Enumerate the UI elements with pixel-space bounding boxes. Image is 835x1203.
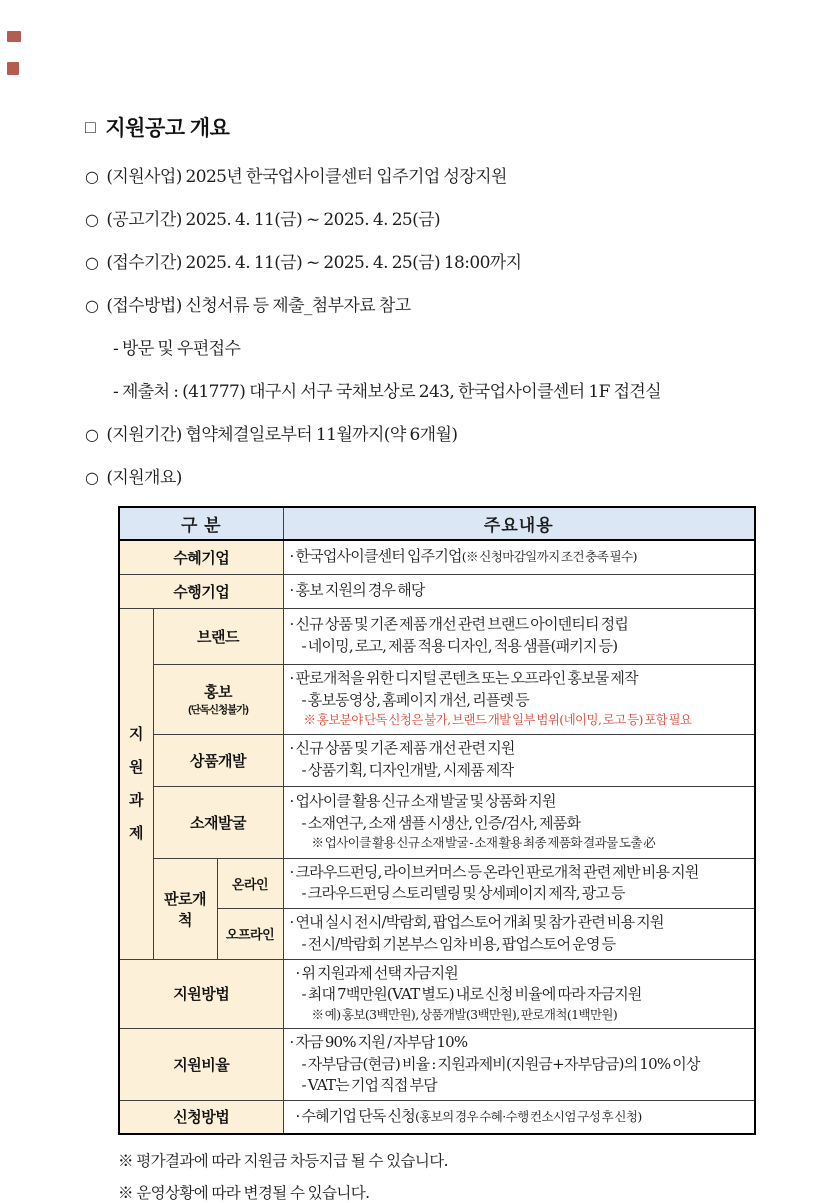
support-ratio-content: [283, 1028, 755, 1100]
product-dev-content: [283, 734, 755, 786]
market-offline-content: [283, 909, 755, 960]
row-brand: [119, 608, 755, 664]
support-overview-table: [118, 506, 756, 1135]
apply-method-content: [283, 1101, 755, 1134]
bullet-project: [85, 162, 795, 187]
square-bullet-icon: □: [85, 116, 96, 137]
row-executor: [119, 574, 755, 608]
promotion-content: [283, 664, 755, 734]
bullet-apply-period-text: (접수기간) 2025. 4. 11(금) ~ 2025. 4. 25(금) 18:00까지: [106, 253, 522, 273]
support-ratio-line3: - VAT는 기업 직접 부담: [301, 1076, 437, 1095]
bullet-apply-period: [85, 248, 795, 273]
table-header-row: [119, 507, 755, 540]
brand-content: [283, 608, 755, 664]
label-executor: 수행기업: [119, 574, 283, 608]
promotion-line1: · 판로개척을 위한 디지털 콘텐츠 또는 오프라인 홍보물 제작: [289, 668, 638, 687]
bullet-support-period-text: (지원기간) 협약체결일로부터 11월까지(약 6개월): [106, 425, 458, 445]
apply-method-line: · 수혜기업 단독 신청: [295, 1106, 415, 1125]
executor-content: [283, 574, 755, 608]
bullet-overview-text: (지원개요): [106, 468, 182, 488]
label-online: 온라인: [217, 858, 283, 909]
brand-line2: - 네이밍, 로고, 제품 적용 디자인, 적용 샘플(패키지 등): [301, 637, 618, 655]
label-apply-method: 신청방법: [119, 1101, 283, 1134]
row-product-dev: [119, 734, 755, 786]
market-online-content: [283, 858, 755, 909]
bullet-overview: [85, 463, 795, 488]
beneficiary-content: [283, 540, 755, 574]
support-ratio-line2: - 자부담금(현금) 비율 : 지원과제비(지원금+자부담금)의 10% 이상: [301, 1054, 700, 1073]
product-dev-line1: · 신규 상품 및 기존 제품 개선 관련 지원: [289, 739, 515, 758]
beneficiary-note: (※ 신청마감일까지 조건 충족 필수): [461, 549, 637, 565]
bullet-announce-period: [85, 205, 795, 230]
bullet-announce-period-text: (공고기간) 2025. 4. 11(금) ~ 2025. 4. 25(금): [106, 210, 441, 230]
bullet-support-period: [85, 420, 795, 445]
section-title-text: 지원공고 개요: [105, 117, 230, 140]
support-method-note: ※ 예) 홍보(3백만원), 상품개발(3백만원), 판로개척(1백만원): [311, 1007, 618, 1022]
footnotes: [118, 1149, 835, 1203]
support-method-content: [283, 959, 755, 1028]
promotion-line2: - 홍보동영상, 홈페이지 개선, 리플렛 등: [301, 690, 529, 709]
footnote-payment: ※ 평가결과에 따라 지원금 차등지급 될 수 있습니다.: [118, 1151, 448, 1170]
product-dev-line2: - 상품기획, 디자인개발, 시제품 제작: [301, 761, 514, 779]
market-offline-line1: · 연내 실시 전시/박람회, 팝업스토어 개최 및 참가 관련 비용 지원: [289, 913, 664, 931]
circle-bullet-icon: ○: [85, 468, 99, 487]
label-brand: 브랜드: [153, 608, 283, 664]
beneficiary-line: · 한국업사이클센터 입주기업: [289, 547, 462, 566]
material-line1: · 업사이클 활용 신규 소재 발굴 및 상품화 지원: [289, 791, 556, 810]
market-online-line1: · 크라우드펀딩, 라이브커머스 등 온라인 판로개척 관련 제반 비용 지원: [289, 862, 699, 881]
circle-bullet-icon: ○: [85, 167, 99, 186]
label-support-ratio: 지원비율: [119, 1028, 283, 1100]
red-scan-artifact-2: [7, 62, 19, 75]
label-promotion-text: 홍보: [204, 684, 232, 701]
circle-bullet-icon: ○: [85, 296, 99, 315]
executor-line: · 홍보 지원의 경우 해당: [289, 581, 425, 600]
row-support-ratio: [119, 1028, 755, 1100]
support-method-line1: · 위 지원과제 선택 자금지원: [295, 963, 458, 982]
label-promotion-sub: (단독신청불가): [188, 704, 248, 716]
label-promotion: [153, 664, 283, 734]
bullet-apply-method-text: (접수방법) 신청서류 등 제출_첨부자료 참고: [106, 296, 411, 316]
label-material: 소재발굴: [153, 786, 283, 858]
row-support-method: [119, 959, 755, 1028]
section-title: [85, 112, 795, 142]
material-content: [283, 786, 755, 858]
subline-address: - 제출처 : (41777) 대구시 서구 국채보상로 243, 한국업사이클센터 1F 접견실: [113, 382, 662, 402]
label-beneficiary: 수혜기업: [119, 540, 283, 574]
label-support-method: 지원방법: [119, 959, 283, 1028]
bullet-project-text: (지원사업) 2025년 한국업사이클센터 입주기업 성장지원: [106, 167, 507, 187]
header-category: 구 분: [119, 507, 283, 540]
bullet-apply-method: [85, 291, 795, 316]
row-beneficiary: [119, 540, 755, 574]
circle-bullet-icon: ○: [85, 425, 99, 444]
red-scan-artifact-1: [7, 31, 21, 42]
material-line2: - 소재연구, 소재 샘플 시생산, 인증/검사, 제품화: [301, 813, 581, 832]
subline-visit-mail: - 방문 및 우편접수: [113, 339, 241, 359]
market-online-line2: - 크라우드펀딩 스토리텔링 및 상세페이지 제작, 광고 등: [301, 884, 625, 903]
header-main-content: 주요내용: [283, 507, 755, 540]
label-market-pioneering: 판로개척: [153, 858, 217, 959]
row-promotion: [119, 664, 755, 734]
circle-bullet-icon: ○: [85, 253, 99, 272]
market-offline-line2: - 전시/박람회 기본부스 임차 비용, 팝업스토어 운영 등: [301, 934, 616, 953]
support-method-line2: - 최대 7백만원(VAT 별도) 내로 신청 비율에 따라 자금지원: [301, 985, 642, 1004]
label-offline: 오프라인: [217, 909, 283, 960]
promotion-red-note: ※ 홍보분야 단독 신청은 불가, 브랜드 개발 일부 범위(네이밍, 로고 등) 포함 필요: [303, 712, 692, 728]
label-support-tasks-group: 지원과제: [119, 608, 153, 959]
label-product-dev: 상품개발: [153, 734, 283, 786]
row-market-online: [119, 858, 755, 909]
row-apply-method: [119, 1101, 755, 1134]
brand-line1: · 신규 상품 및 기존 제품 개선 관련 브랜드 아이덴티티 정립: [289, 615, 629, 634]
material-note: ※ 업사이클 활용 신규 소재 발굴 - 소재 활용 최종 제품화 결과물 도출 必: [311, 835, 656, 851]
apply-method-note: (홍보의 경우 수혜·수행 컨소시엄 구성 후 신청): [414, 1108, 642, 1124]
row-material: [119, 786, 755, 858]
support-ratio-line1: · 자금 90% 지원 / 자부담 10%: [289, 1032, 468, 1051]
circle-bullet-icon: ○: [85, 210, 99, 229]
footnote-change: ※ 운영상황에 따라 변경될 수 있습니다.: [118, 1183, 370, 1202]
